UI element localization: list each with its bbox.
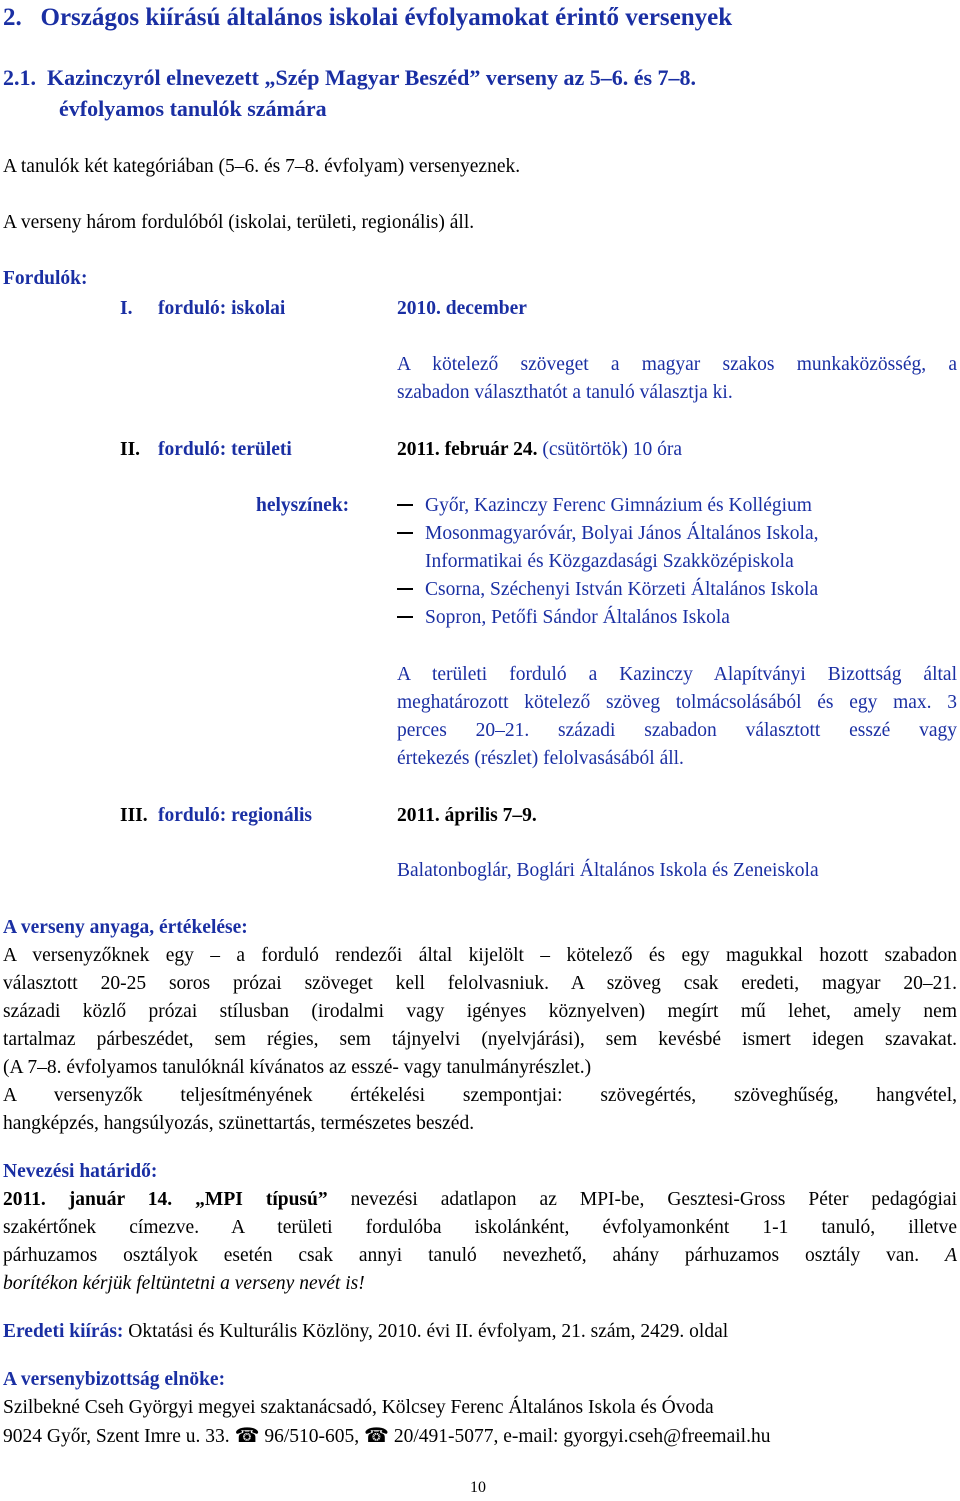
venue-item: Csorna, Széchenyi István Körzeti Általános Iskola [397,578,818,602]
material-line: századi közlő prózai stílusban (irodalmi vagy igényes köznyelven) megírt mű lehet, amely nem [3,1001,957,1022]
round2-date: 2011. február 24. [397,439,538,460]
chair-email[interactable]: e-mail: gyorgyi.cseh@freemail.hu [503,1426,771,1447]
material-label: A verseny anyaga, értékelése: [3,917,248,938]
round2-desc-line: meghatározott kötelező szöveg tolmácsolásából és egy max. 3 [397,692,957,713]
venue-item: Sopron, Petőfi Sándor Általános Iskola [397,606,730,630]
material-line: tartalmaz párbeszédet, sem régies, sem tájnyelvi (nyelvjárási), sem kevésbé ismert idegen szavakat. [3,1029,957,1050]
round1-roman: I. [120,298,133,319]
material-line: hangképzés, hangsúlyozás, szünettartás, természetes beszéd. [3,1113,475,1134]
chair-address: 9024 Győr, Szent Imre u. 33. [3,1426,230,1447]
subsection-title-line1: Kazinczyról elnevezett „Szép Magyar Beszéd” verseny az 5–6. és 7–8. [47,65,697,90]
dash-bullet-icon [397,532,413,534]
original-text: Oktatási és Kulturális Közlöny, 2010. évi II. évfolyam, 21. szám, 2429. oldal [128,1321,729,1342]
round3-name: forduló: regionális [158,805,313,826]
mpi-type: „MPI típusú” [195,1189,328,1210]
rounds-label: Fordulók: [3,268,88,289]
venue-item: Mosonmagyaróvár, Bolyai János Általános Iskola, [397,522,819,546]
deadline-note: borítékon kérjük feltüntetni a verseny nevét is! [3,1273,365,1294]
original-source [3,1320,728,1344]
deadline-label: Nevezési határidő: [3,1161,158,1182]
dash-bullet-icon [397,504,413,506]
subsection-number: 2.1. [3,65,36,90]
venue-item-continuation: Informatikai és Közgazdasági Szakközépiskola [425,551,794,572]
venue-item: Győr, Kazinczy Ferenc Gimnázium és Kollégium [397,494,812,518]
round2-desc-line: A területi forduló a Kazinczy Alapítványi Bizottság által [397,664,957,685]
chair-phone2: 20/491-5077, [393,1426,499,1447]
round2-time: (csütörtök) 10 óra [542,439,683,460]
round1-desc-line2: szabadon választhatót a tanuló választja ki. [397,382,733,403]
telephone-icon: ☎ [364,1425,389,1447]
original-label: Eredeti kiírás: [3,1321,124,1342]
round1-desc-line1: A kötelező szöveget a magyar szakos munkaközösség, a [397,354,957,375]
round2-roman: II. [120,439,141,460]
round2-datetime [397,438,682,462]
round3-venue: Balatonboglár, Boglári Általános Iskola és Zeneiskola [397,860,819,881]
subsection-title-line2: évfolyamos tanulók számára [59,96,327,121]
deadline-line3: párhuzamos osztályok esetén csak annyi tanuló nevezhető, ahány párhuzamos osztály van. A [3,1245,957,1266]
material-line: választott 20-25 soros prózai szöveget kell felolvasniuk. A szöveg csak eredeti, magyar 20–21. [3,973,957,994]
deadline-line1 [3,1188,957,1212]
round2-desc-line: perces 20–21. századi szabadon választott esszé vagy [397,720,957,741]
deadline-line2: szakértőnek címezve. A területi fordulóba iskolánként, évfolyamonként 1-1 tanuló, illetve [3,1217,957,1238]
telephone-icon: ☎ [234,1425,260,1447]
round1-name: forduló: iskolai [158,298,286,319]
deadline-line1-rest: nevezési adatlapon az MPI-be, Gesztesi-Gross Péter pedagógiai [350,1189,957,1210]
material-line: (A 7–8. évfolyamos tanulóknál kívánatos az esszé- vagy tanulmányrészlet.) [3,1057,592,1078]
round1-date: 2010. december [397,298,527,319]
intro-line2: A verseny három fordulóból (iskolai, területi, regionális) áll. [3,212,475,233]
chair-label: A versenybizottság elnöke: [3,1369,226,1390]
material-line: A versenyzők teljesítményének értékelési szempontjai: szövegértés, szöveghűség, hangvétel, [3,1085,957,1106]
chair-line1: Szilbekné Cseh Györgyi megyei szaktanácsadó, Kölcsey Ferenc Általános Iskola és Óvoda [3,1397,714,1418]
page-number: 10 [470,1479,486,1496]
intro-line1: A tanulók két kategóriában (5–6. és 7–8. évfolyam) versenyeznek. [3,156,521,177]
round3-date: 2011. április 7–9. [397,805,537,826]
section-number: 2. [3,4,22,31]
section-title: Országos kiírású általános iskolai évfolyamokat érintő versenyek [40,4,733,31]
deadline-date: 2011. január 14. [3,1189,173,1210]
chair-contact [3,1424,770,1449]
material-line: A versenyzőknek egy – a forduló rendezői által kijelölt – kötelező és egy magukkal hozott szabadon [3,945,957,966]
dash-bullet-icon [397,616,413,618]
round2-desc-line: értekezés (részlet) felolvasásából áll. [397,748,684,769]
round3-roman: III. [120,805,148,826]
dash-bullet-icon [397,588,413,590]
subsection-heading [3,64,955,92]
round2-name: forduló: területi [158,439,292,460]
section-heading [3,4,732,32]
chair-phone1: 96/510-605, [264,1426,360,1447]
round2-venues-label: helyszínek: [256,495,350,516]
